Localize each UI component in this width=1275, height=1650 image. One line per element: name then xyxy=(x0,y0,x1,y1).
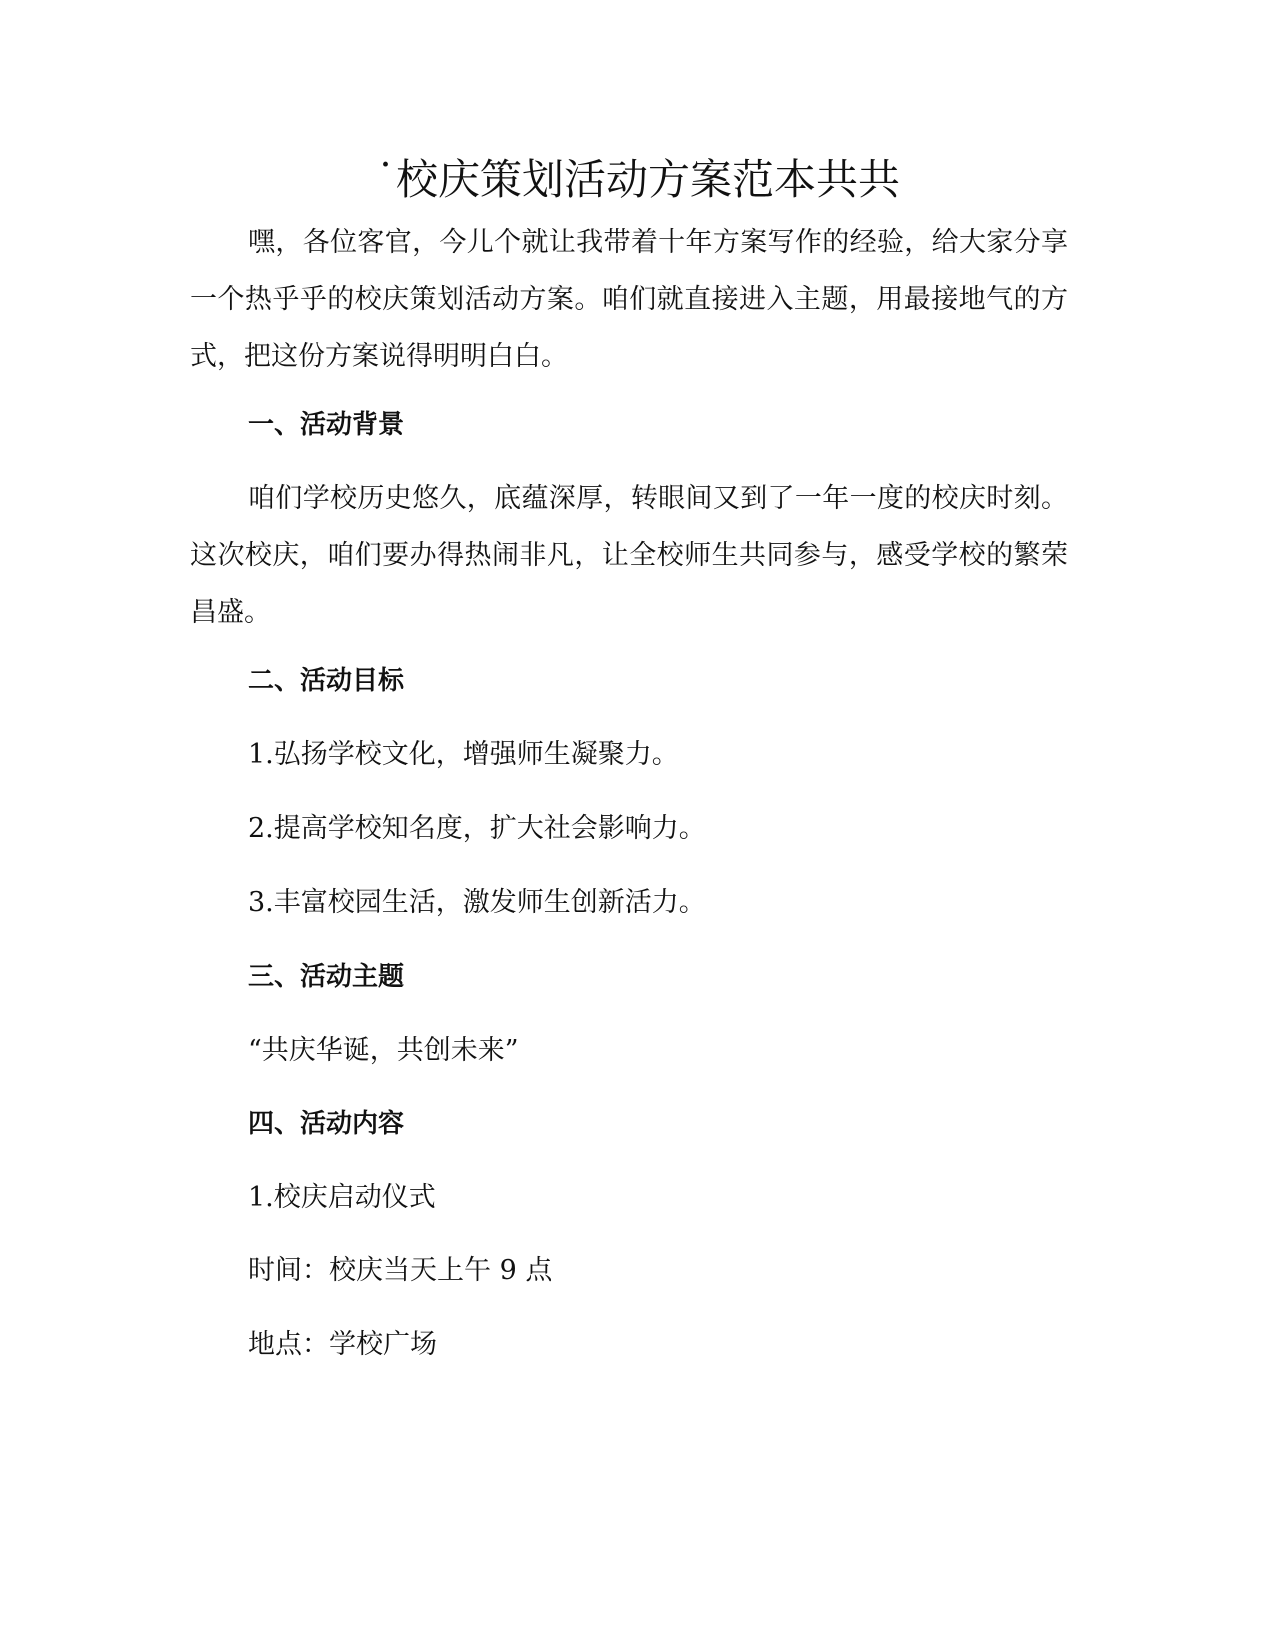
intro-paragraph: 嘿，各位客官，今儿个就让我带着十年方案写作的经验，给大家分享一个热乎乎的校庆策划活动方案。咱们就直接进入主题，用最接地气的方式，把这份方案说得明明白白。 xyxy=(190,227,1068,372)
content-item-time: 时间：校庆当天上午 9 点 xyxy=(248,1255,553,1286)
section-heading-background: 一、活动背景 xyxy=(248,410,405,440)
theme-text: “共庆华诞，共创未来” xyxy=(248,1035,519,1066)
content-item-1: 1.校庆启动仪式 xyxy=(248,1182,436,1213)
goal-item-2: 2.提高学校知名度，扩大社会影响力。 xyxy=(248,813,706,844)
content-item-location: 地点：学校广场 xyxy=(248,1329,437,1360)
section-heading-content: 四、活动内容 xyxy=(248,1109,405,1139)
goal-item-1: 1.弘扬学校文化，增强师生凝聚力。 xyxy=(248,739,679,770)
document-title: ˙校庆策划活动方案范本共共 xyxy=(374,155,900,204)
section-heading-goals: 二、活动目标 xyxy=(248,666,405,696)
section-heading-theme: 三、活动主题 xyxy=(248,962,405,992)
goal-item-3: 3.丰富校园生活，激发师生创新活力。 xyxy=(248,887,706,918)
background-paragraph: 咱们学校历史悠久，底蕴深厚，转眼间又到了一年一度的校庆时刻。这次校庆，咱们要办得热闹非凡，让全校师生共同参与，感受学校的繁荣昌盛。 xyxy=(190,483,1068,628)
